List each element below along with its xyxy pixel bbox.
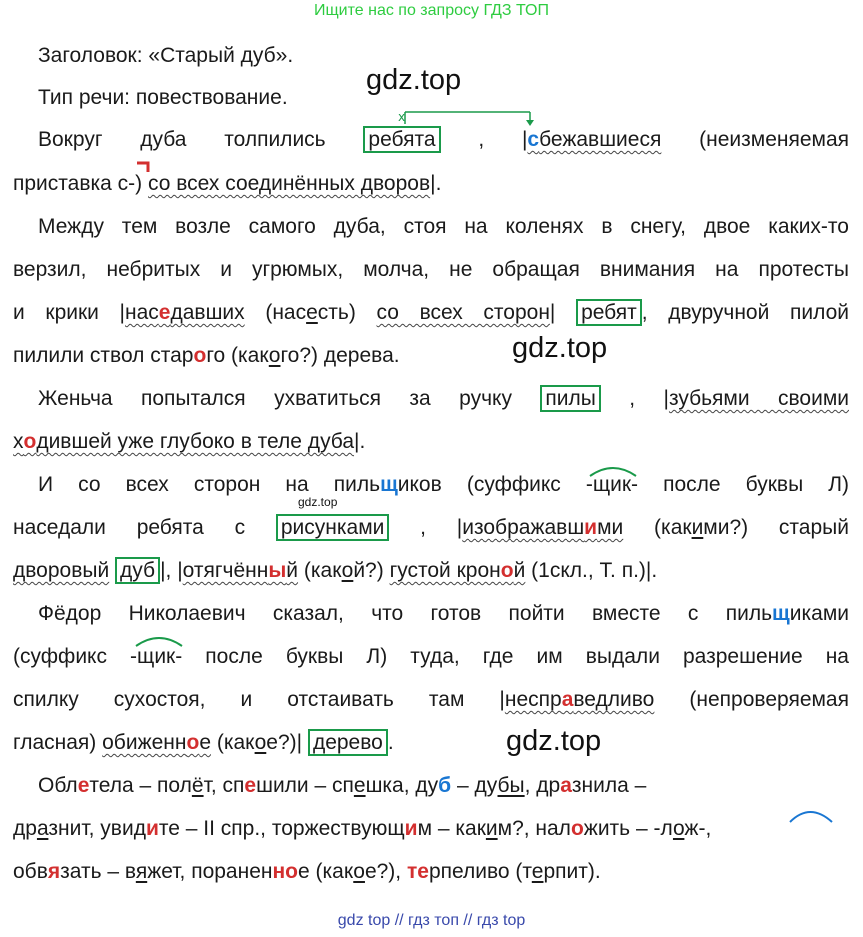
dependency-arrow	[405, 112, 530, 124]
watermark-small: gdz.top	[298, 495, 338, 509]
subject-box: рисунками	[276, 514, 390, 541]
footer-links[interactable]: gdz top // гдз топ // гдз top	[337, 912, 526, 929]
speech-type-line: Тип речи: повествование.	[38, 86, 288, 109]
p4-line1: И со всех сторон на пильщиков (суффикс -щик- после буквы Л)	[38, 473, 849, 496]
subject-box: ребят	[576, 299, 642, 326]
p2-line2: верзил, небритых и угрюмых, молча, не обращая внимания на протесты	[13, 258, 849, 281]
p2-line4: пилили ствол старого (какого?) дерева.	[13, 344, 400, 367]
p3-line1: Женьча попытался ухватиться за ручку пилы , |зубьями своими	[38, 387, 849, 410]
title-line: Заголовок: «Старый дуб».	[38, 44, 294, 67]
p2-line3: и крики |наседавших (насесть) со всех сторон| ребят , двуручной пилой	[13, 301, 850, 324]
p5-line1: Фёдор Николаевич сказал, что готов пойти вместе с пильщиками	[38, 602, 849, 625]
watermark: gdz.top	[366, 64, 462, 96]
p4-line2: наседали ребята с рисунками , |изображавшими (какими?) старый	[13, 516, 849, 539]
p1-line1: Вокруг дуба толпились ребята , |сбежавшиеся (неизменяемая	[38, 128, 850, 151]
watermark: gdz.top	[512, 332, 608, 364]
subject-box: ребята	[363, 126, 440, 153]
p4-line3: дворовый дуб |, |отягчённый (какой?) густой кроной (1скл., Т. п.)|.	[13, 559, 658, 582]
p5-line2: (суффикс -щик- после буквы Л) туда, где им выдали разрешение на	[13, 645, 849, 668]
p5-line4: гласная) обиженное (какое?)| дерево .	[13, 731, 394, 754]
subject-box: пилы	[540, 385, 600, 412]
p6-line3: обвязать – вяжет, пораненное (какое?), терпеливо (терпит).	[13, 860, 601, 883]
p3-line2: ходившей уже глубоко в теле дуба|.	[13, 430, 366, 453]
top-banner[interactable]: Ищите нас по запросу ГДЗ ТОП	[314, 2, 549, 19]
p2-line1: Между тем возле самого дуба, стоя на коленях в снегу, двое каких-то	[38, 215, 849, 238]
subject-box: дерево	[308, 729, 388, 756]
cross-mark: x	[398, 110, 406, 124]
p6-line1: Облетела – полёт, спешили – спешка, дуб – дубы, дразнила –	[38, 774, 647, 797]
watermark: gdz.top	[506, 725, 602, 757]
p5-line3: спилку сухостоя, и отстаивать там |несправедливо (непроверяемая	[13, 688, 849, 711]
subject-box: дуб	[115, 557, 160, 584]
p6-line2: дразнит, увидите – II спр., торжествующим – каким?, наложить – -лож-,	[13, 817, 712, 840]
p1-line2: приставка с-) со всех соединённых дворов|.	[13, 172, 442, 195]
